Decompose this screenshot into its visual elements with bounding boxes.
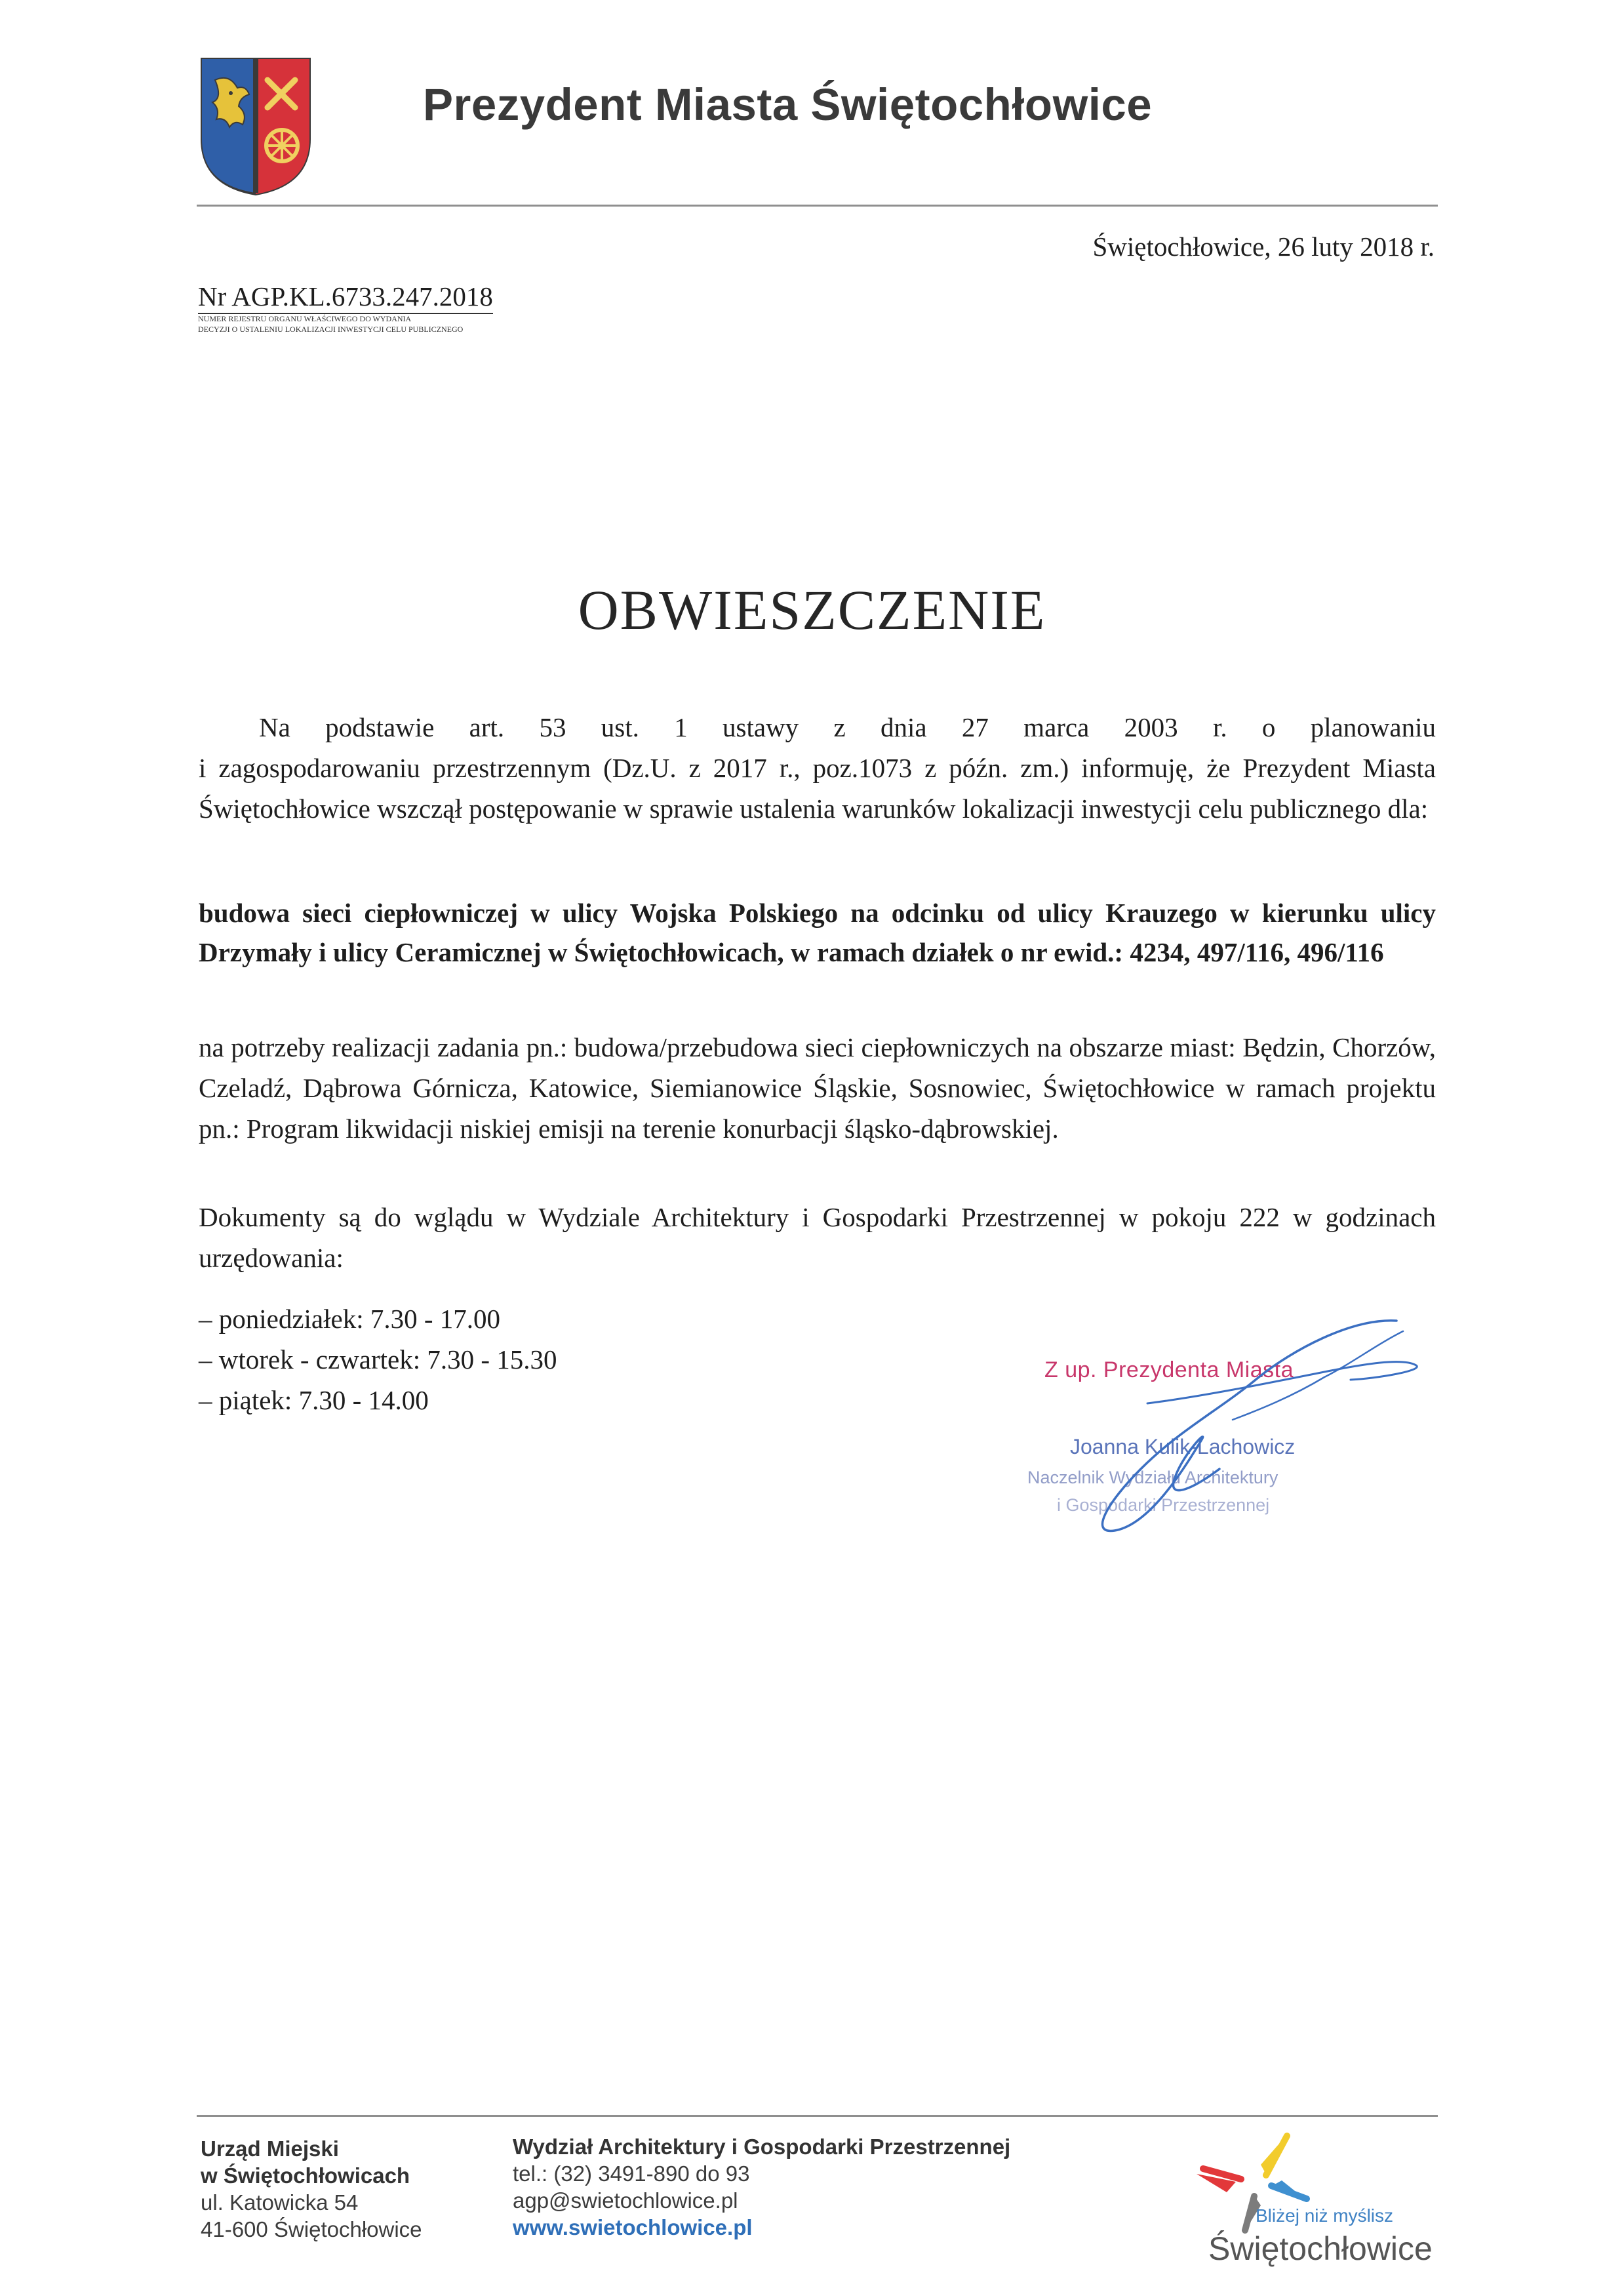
office-name-line-1: Urząd Miejski	[201, 2137, 339, 2161]
intro-first-line: Na podstawie art. 53 ust. 1 ustawy z dnia 27 marca 2003 r. o planowaniu	[259, 712, 1436, 742]
office-hours-list	[199, 1298, 557, 1420]
intro-rest: i zagospodarowaniu przestrzennym (Dz.U. z 2017 r., poz.1073 z późn. zm.) informuję, że Prezydent Miasta Świętochłowice wszczął postępowanie w sprawie ustalenia warunków lokalizacji inwestycji celu publicznego dla:	[199, 753, 1436, 824]
reference-caption-line-1: NUMER REJESTRU ORGANU WŁAŚCIWEGO DO WYDANIA	[198, 314, 412, 323]
website-link[interactable]: www.swietochlowice.pl	[513, 2215, 753, 2239]
footer-divider	[197, 2115, 1438, 2117]
document-date: Świętochłowice, 26 luty 2018 r.	[1092, 231, 1435, 262]
documents-paragraph: Dokumenty są do wglądu w Wydziale Architektury i Gospodarki Przestrzennej w pokoju 222 w godzinach urzędowania:	[199, 1202, 1436, 1273]
department-email[interactable]: agp@swietochlowice.pl	[513, 2188, 738, 2213]
reference-caption	[198, 313, 463, 334]
header-divider	[197, 205, 1438, 207]
list-item: – wtorek - czwartek: 7.30 - 15.30	[199, 1344, 557, 1375]
office-name-line-2: w Świętochłowicach	[201, 2163, 410, 2188]
purpose-paragraph: na potrzeby realizacji zadania pn.: budowa/przebudowa sieci ciepłowniczych na obszarze miast: Będzin, Chorzów, Czeladź, Dąbrowa Górnicza, Katowice, Siemianowice Śląskie, Sosnowiec, Świętochłowice w ramach projektu pn.: Program likwidacji niskiej emisji na terenie konurbacji śląsko-dąbrowskiej.	[199, 1032, 1436, 1144]
investment-description: budowa sieci ciepłowniczej w ulicy Wojska Polskiego na odcinku od ulicy Krauzego w kierunku ulicy Drzymały i ulicy Ceramicznej w Świętochłowicach, w ramach działek o nr ewid.: 4234, 497/116, 496/116	[199, 898, 1436, 967]
office-city: 41-600 Świętochłowice	[201, 2217, 422, 2241]
stamp-name: Joanna Kulik-Lachowicz	[1070, 1435, 1296, 1458]
stamp-department: i Gospodarki Przestrzennej	[1057, 1495, 1270, 1515]
department-phone: tel.: (32) 3491-890 do 93	[513, 2161, 750, 2186]
office-street: ul. Katowicka 54	[201, 2190, 359, 2215]
list-item: – poniedziałek: 7.30 - 17.00	[199, 1304, 501, 1334]
city-crest-icon	[197, 54, 315, 198]
department-name: Wydział Architektury i Gospodarki Przestrzennej	[513, 2135, 1011, 2159]
handwritten-signature	[983, 1305, 1442, 1554]
stamp-position: Naczelnik Wydziału Architektury	[1027, 1468, 1278, 1487]
brand-name: Świętochłowice	[1208, 2230, 1433, 2267]
intro-paragraph	[199, 707, 1436, 829]
list-item: – piątek: 7.30 - 14.00	[199, 1385, 429, 1415]
reference-number: Nr AGP.KL.6733.247.2018	[198, 281, 493, 314]
header-title: Prezydent Miasta Świętochłowice	[423, 79, 1153, 130]
stamp-authorization: Z up. Prezydenta Miasta	[1044, 1357, 1294, 1382]
footer-department	[513, 2133, 1010, 2241]
footer-office	[201, 2135, 422, 2243]
brand-tagline: Bliżej niż myślisz	[1256, 2205, 1394, 2226]
reference-caption-line-2: DECYZJI O USTALENIU LOKALIZACJI INWESTYCJI CELU PUBLICZNEGO	[198, 325, 464, 334]
document-title: OBWIESZCZENIE	[578, 578, 1046, 641]
